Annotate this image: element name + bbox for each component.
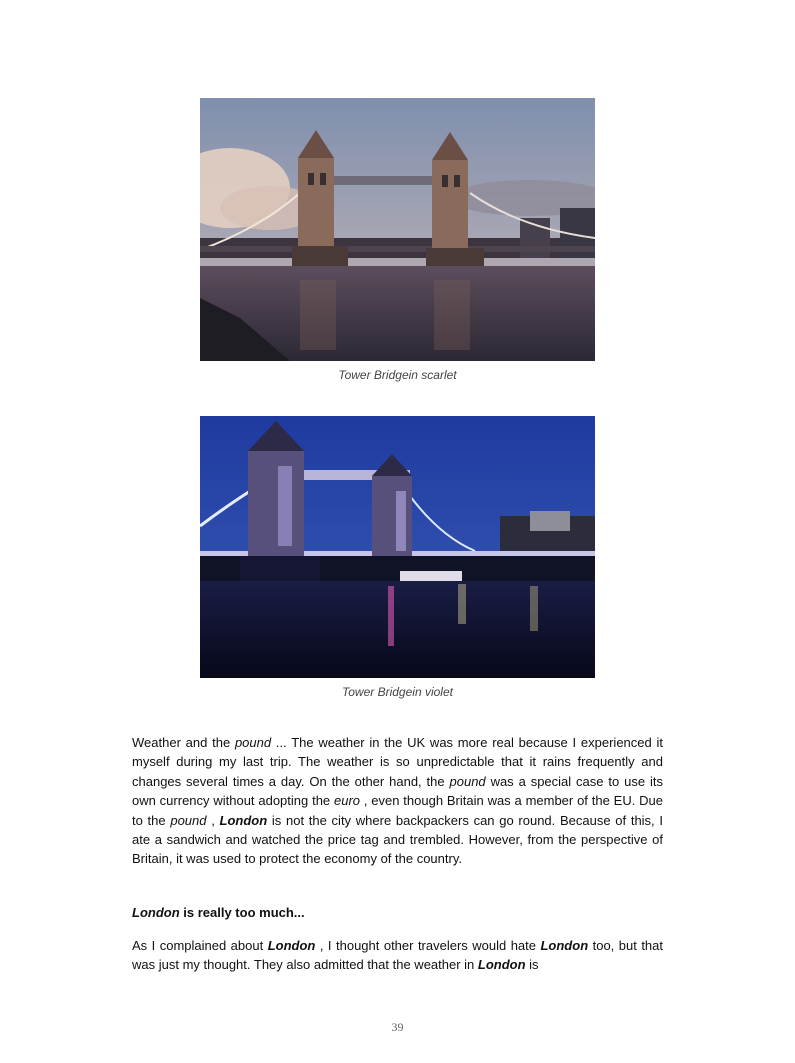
- emphasis-pound: pound: [170, 812, 207, 828]
- text-run: , I thought other travelers would hate: [315, 938, 541, 953]
- page-number: 39: [391, 1020, 404, 1034]
- emphasis-euro: euro: [333, 793, 361, 809]
- text-run: As I complained about: [132, 938, 268, 953]
- body-paragraph-weather: [132, 733, 663, 869]
- photo-caption-violet: Tower Bridgein violet: [342, 685, 453, 699]
- text-run: is not the city where backpackers can go round. Because of this, I ate a sandwich and watched the price tag and trembled. However, from the perspective of Britain, it was used to protect the economy of the country.: [132, 812, 663, 867]
- emphasis-london: London: [267, 938, 316, 953]
- emphasis-pound: pound: [234, 735, 272, 750]
- text-run: ,: [206, 812, 220, 828]
- heading-text: is really too much...: [179, 905, 305, 920]
- text-run: ... The weather in the UK was more real because I experienced it myself during my last trip. The weather is so unpredictable that it rains frequently and changes several times a day. On the other hand, the: [132, 735, 663, 789]
- emphasis-london: London: [219, 812, 268, 828]
- emphasis-london: London: [540, 938, 589, 953]
- text-run: Weather and the: [132, 735, 235, 750]
- text-run: was a special case to use its own currency without adopting the: [132, 773, 663, 809]
- emphasis-london: London: [477, 957, 526, 973]
- emphasis-pound: pound: [449, 773, 486, 789]
- text-run: too, but that was just my thought. They also admitted that the weather in: [132, 938, 663, 973]
- text-run: , even though Britain was a member of the EU. Due to the: [132, 793, 663, 828]
- photo-caption-scarlet: Tower Bridgein scarlet: [338, 368, 457, 382]
- tower-bridge-violet-photo: [200, 416, 595, 678]
- tower-bridge-scarlet-photo: [200, 98, 595, 361]
- body-paragraph-complaint: [132, 936, 663, 975]
- section-heading: [132, 903, 663, 922]
- emphasis-london: London: [132, 905, 180, 920]
- text-run: is: [525, 957, 539, 973]
